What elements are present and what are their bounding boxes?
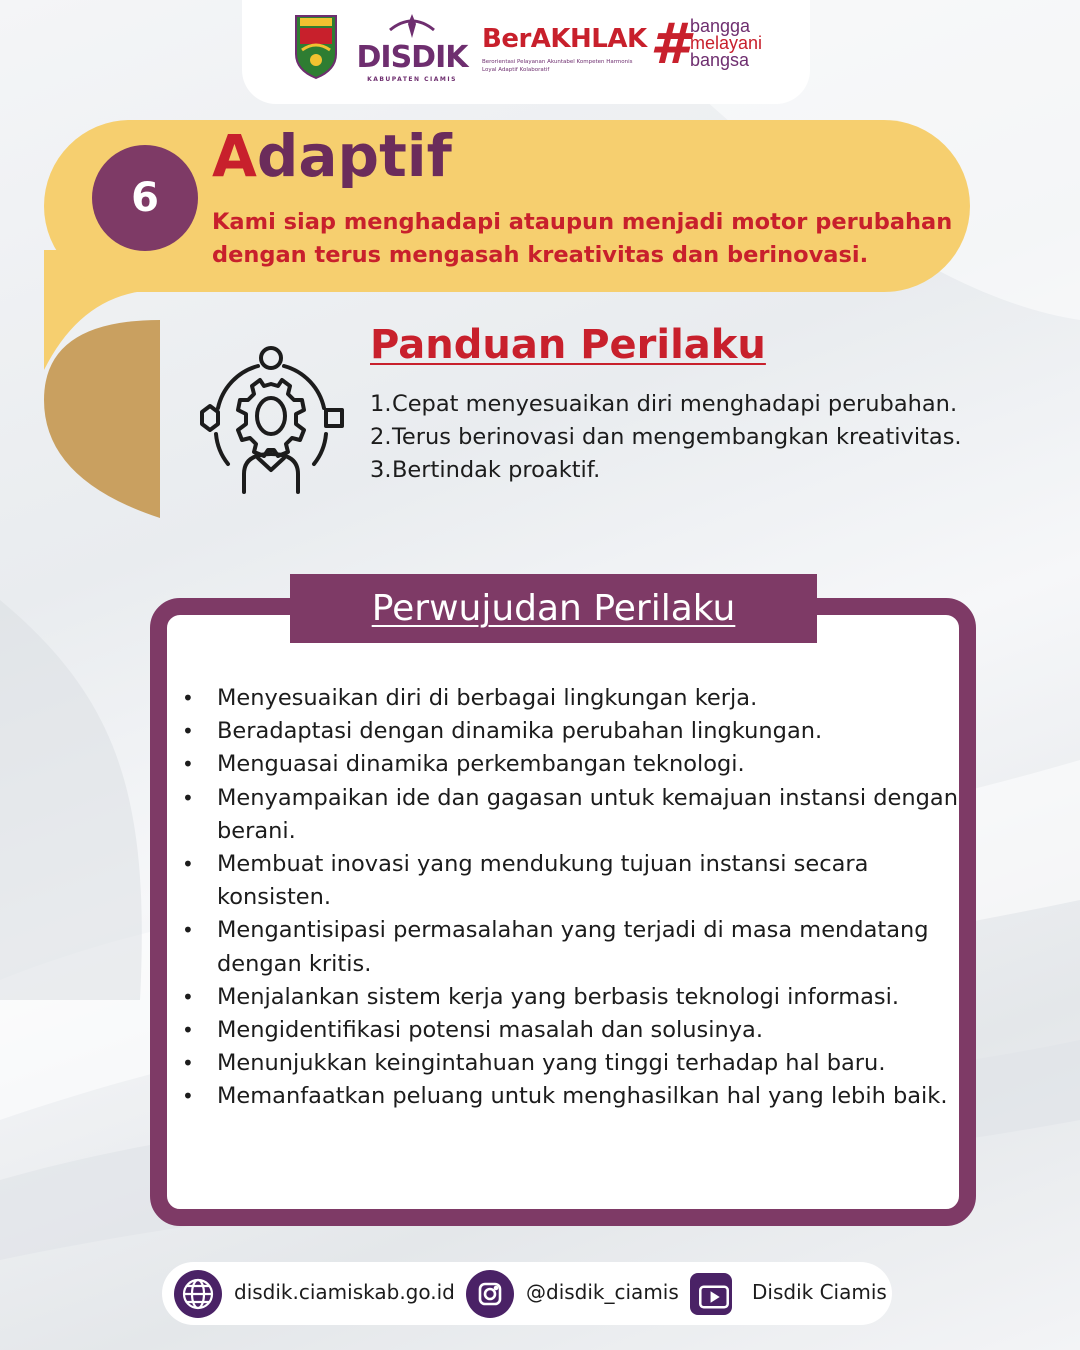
bullet: • xyxy=(182,852,194,877)
footer-contact-bar xyxy=(162,1262,892,1325)
disdik-torch-icon xyxy=(354,12,470,42)
list-number: 1. xyxy=(370,391,392,417)
bullet: • xyxy=(182,785,194,810)
list-item xyxy=(182,1014,972,1047)
bullet: • xyxy=(182,719,194,744)
disdik-subtitle: KABUPATEN CIAMIS xyxy=(367,76,457,83)
list-text: Terus berinovasi dan mengembangkan kreativitas. xyxy=(392,424,962,450)
berakhlak-logo xyxy=(482,16,647,86)
list-item xyxy=(182,848,972,914)
value-number-badge: 6 xyxy=(92,145,198,251)
bangga-line-3: bangsa xyxy=(690,50,750,70)
youtube-icon xyxy=(690,1273,732,1315)
value-title-rest: daptif xyxy=(256,122,452,190)
bullet: • xyxy=(182,1051,194,1076)
bullet: • xyxy=(182,1084,194,1109)
instagram-link[interactable]: @disdik_ciamis xyxy=(526,1280,679,1304)
list-item xyxy=(182,1080,972,1113)
list-item xyxy=(370,454,966,487)
list-text: Beradaptasi dengan dinamika perubahan lingkungan. xyxy=(217,718,823,745)
person-gear-icon xyxy=(196,346,346,496)
list-text: Mengidentifikasi potensi masalah dan solusinya. xyxy=(217,1017,763,1044)
list-number: 3. xyxy=(370,457,392,483)
list-item xyxy=(182,1047,972,1080)
list-text: Membuat inovasi yang mendukung tujuan instansi secara konsisten. xyxy=(217,851,869,911)
list-item xyxy=(182,715,972,748)
perwujudan-list xyxy=(182,682,972,1114)
bullet: • xyxy=(182,752,194,777)
list-item xyxy=(182,914,972,980)
list-text: Mengantisipasi permasalahan yang terjadi di masa mendatang dengan kritis. xyxy=(217,917,929,977)
list-text: Cepat menyesuaikan diri menghadapi perubahan. xyxy=(392,391,958,417)
instagram-icon xyxy=(466,1270,514,1318)
list-text: Menunjukkan keingintahuan yang tinggi terhadap hal baru. xyxy=(217,1050,886,1077)
list-text: Menyampaikan ide dan gagasan untuk kemajuan instansi dengan berani. xyxy=(217,784,958,844)
list-item xyxy=(370,388,966,421)
list-text: Memanfaatkan peluang untuk menghasilkan hal yang lebih baik. xyxy=(217,1083,948,1110)
list-text: Menyesuaikan diri di berbagai lingkungan kerja. xyxy=(217,685,758,711)
bullet: • xyxy=(182,686,194,710)
perwujudan-header xyxy=(290,574,817,643)
perwujudan-title: Perwujudan Perilaku xyxy=(371,588,736,629)
bangga-line-2: melayani xyxy=(690,33,763,53)
ciamis-crest-logo xyxy=(292,10,340,80)
bangga-lines xyxy=(690,18,762,69)
value-description: Kami siap menghadapi ataupun menjadi motor perubahan dengan terus mengasah kreativitas dan berinovasi. xyxy=(212,209,953,268)
berakhlak-subtitle: Berorientasi Pelayanan Akuntabel Kompeten Harmonis Loyal Adaptif Kolaboratif xyxy=(482,59,633,73)
bullet: • xyxy=(182,1018,194,1043)
list-item xyxy=(182,782,972,848)
bangga-melayani-bangsa-logo xyxy=(650,14,790,84)
panduan-list xyxy=(370,388,966,487)
list-number: 2. xyxy=(370,424,392,450)
bullet: • xyxy=(182,918,194,943)
bangga-line-1: bangga xyxy=(690,16,751,36)
hash-mark: # xyxy=(650,12,689,77)
list-text: Menjalankan sistem kerja yang berbasis teknologi informasi. xyxy=(217,983,900,1010)
youtube-link[interactable]: Disdik Ciamis xyxy=(752,1280,887,1304)
berakhlak-wordmark: BerAKHLAK xyxy=(482,24,647,54)
globe-icon xyxy=(174,1270,222,1318)
panduan-title: Panduan Perilaku xyxy=(370,322,766,368)
header-logo-bar xyxy=(242,0,810,104)
value-title xyxy=(212,122,452,190)
list-text: Menguasai dinamika perkembangan teknologi. xyxy=(217,751,745,778)
list-item xyxy=(182,682,972,715)
list-item xyxy=(182,748,972,781)
list-text: Bertindak proaktif. xyxy=(392,457,601,483)
value-title-initial: A xyxy=(212,122,257,190)
bullet: • xyxy=(182,984,194,1009)
website-link[interactable]: disdik.ciamiskab.go.id xyxy=(234,1280,455,1304)
list-item xyxy=(370,421,966,454)
disdik-logo xyxy=(354,12,470,82)
disdik-wordmark: DISDIK xyxy=(356,40,468,75)
list-item xyxy=(182,981,972,1014)
